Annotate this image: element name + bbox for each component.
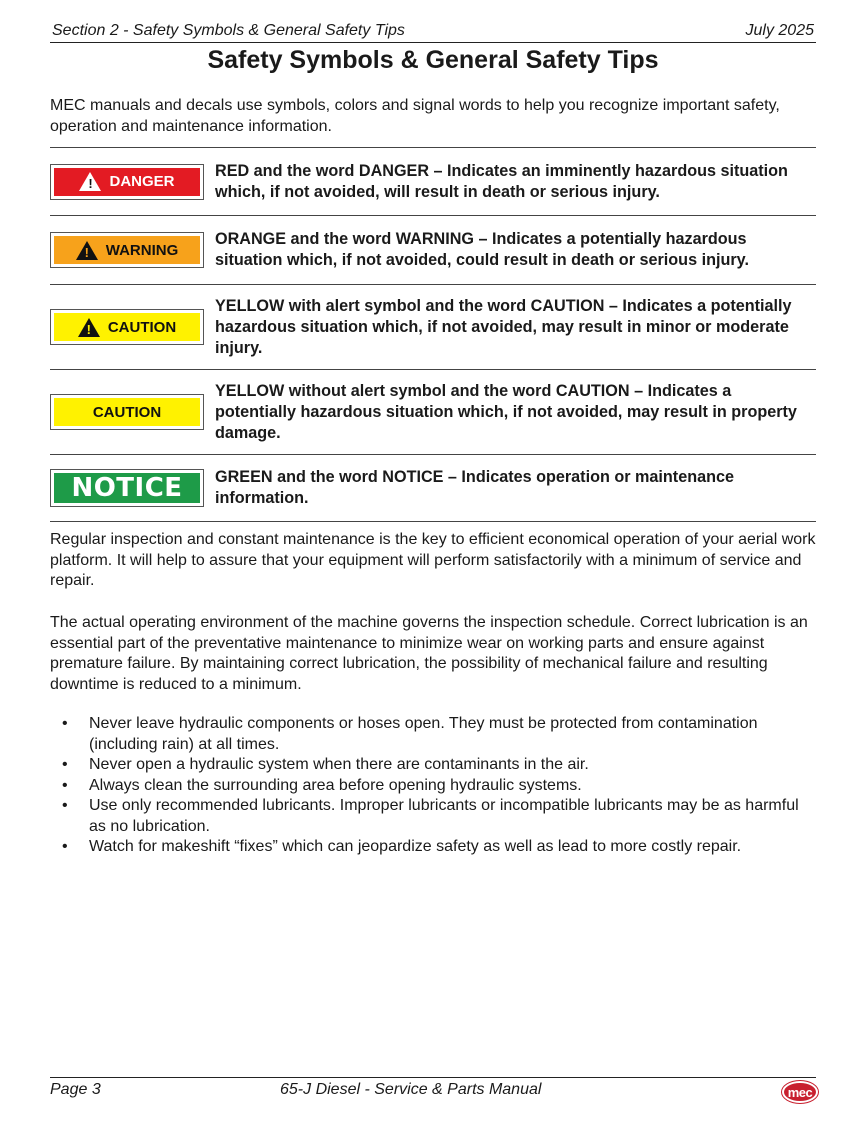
warning-decal [50,232,204,268]
bullet-icon: • [62,715,68,732]
symbol-description: RED and the word DANGER – Indicates an imminently hazardous situation which, if not avoided, will result in death or serious injury. [215,161,788,201]
body-paragraph: Regular inspection and constant maintenance is the key to efficient economical operation of your aerial work platform. It will help to assure that your equipment will perform satisfactorily with a minimum of service and repair. [50,531,816,589]
bullet-icon: • [62,756,68,773]
list-item: • Watch for makeshift “fixes” which can jeopardize safety as well as lead to more costly repair. [50,837,816,858]
alert-triangle-icon: ! [79,172,101,191]
header-section: Section 2 - Safety Symbols & General Safety Tips [52,22,405,39]
caution-decal [50,309,204,345]
bullet-icon: • [62,776,68,794]
running-footer [50,1077,816,1100]
list-item: • Never open a hydraulic system when there are contaminants in the air. [50,755,816,776]
alert-triangle-icon: ! [76,241,98,260]
list-item: • Never leave hydraulic components or hoses open. They must be protected from contamination (including rain) at all times. [62,715,758,753]
bullet-icon: • [62,797,68,814]
symbol-description: YELLOW with alert symbol and the word CAUTION – Indicates a potentially hazardous situation which, if not avoided, may result in minor or moderate injury. [215,296,792,357]
symbol-description: ORANGE and the word WARNING – Indicates a potentially hazardous situation which, if not avoided, could result in death or serious injury. [215,230,749,269]
intro-paragraph: MEC manuals and decals use symbols, colors and signal words to help you recognize important safety, operation and maintenance information. [50,97,780,135]
bullet-icon: • [62,838,68,855]
symbol-row-caution [50,369,816,454]
running-header [50,22,816,43]
body-paragraph: The actual operating environment of the machine governs the inspection schedule. Correct lubrication is an essential part of the preventative maintenance to minimize wear on working parts and ensure against premature failure. By maintaining correct lubrication, the possibility of mechanical failure and resulting downtime is reduced to a minimum. [50,614,808,693]
header-date: July 2025 [745,22,814,39]
symbol-row-warning [50,215,816,284]
manual-page [50,0,816,1122]
symbol-row-danger [50,147,816,215]
caution-decal-no-symbol [50,394,204,430]
decal-label: DANGER [109,173,175,190]
symbol-description: YELLOW without alert symbol and the word CAUTION – Indicates a potentially hazardous situation which, if not avoided, may result in property damage. [215,381,797,442]
decal-label: WARNING [105,241,179,259]
decal-label: NOTICE [71,473,183,503]
safety-symbols-table [50,147,816,522]
maintenance-tips-list [50,714,816,858]
list-item: • Always clean the surrounding area before opening hydraulic systems. [50,776,816,797]
danger-decal [50,164,204,200]
list-item: • Use only recommended lubricants. Improper lubricants or incompatible lubricants may be as harmful as no lubrication. [62,797,799,835]
decal-label: CAUTION [107,318,177,336]
footer-page-number: Page 3 [50,1081,101,1098]
symbol-row-notice [50,454,816,522]
mec-logo-icon: mec [782,1081,818,1103]
symbol-row-caution-alert [50,284,816,369]
symbol-description: GREEN and the word NOTICE – Indicates operation or maintenance information. [215,468,734,507]
notice-decal [50,469,204,507]
alert-triangle-icon: ! [78,318,100,337]
footer-manual-title: 65-J Diesel - Service & Parts Manual [280,1081,542,1098]
decal-label: CAUTION [92,403,162,421]
page-title: Safety Symbols & General Safety Tips [207,46,659,74]
